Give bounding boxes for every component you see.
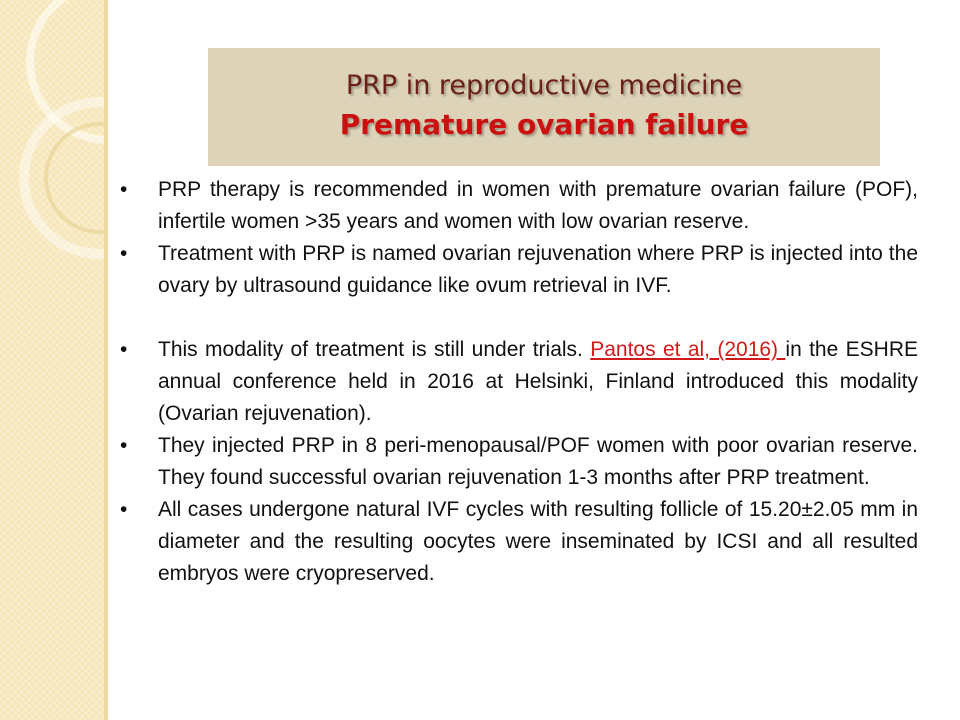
bullet-item [120, 174, 918, 238]
bullet-icon: • [120, 178, 128, 201]
reference-link[interactable]: Pantos et al, (2016) [590, 338, 786, 361]
bullet-item [120, 334, 918, 430]
bullet-item [120, 238, 918, 302]
bullet-item [120, 494, 918, 590]
bullet-text: Treatment with PRP is named ovarian rejuvenation where PRP is injected into the ovary by ultrasound guidance like ovum retrieval in IVF. [158, 242, 918, 297]
slide-title: PRP in reproductive medicine [345, 70, 743, 101]
bullet-icon: • [120, 242, 128, 265]
bullet-text-after-link: in the ESHRE annual conference held in 2016 at Helsinki, Finland introduced this modality (Ovarian rejuvenation). [158, 338, 918, 425]
bullet-icon: • [120, 338, 128, 361]
decorative-side-panel [0, 0, 108, 720]
slide-subtitle: Premature ovarian failure [339, 108, 749, 141]
bullet-item [120, 430, 918, 494]
side-panel-edge [104, 0, 108, 720]
decorative-circles [0, 0, 108, 720]
bullet-text-before-link: This modality of treatment is still under trials. [158, 338, 591, 361]
bullet-text: They injected PRP in 8 peri-menopausal/POF women with poor ovarian reserve. They found successful ovarian rejuvenation 1-3 months after PRP treatment. [158, 434, 918, 489]
bullet-text: All cases undergone natural IVF cycles with resulting follicle of 15.20±2.05 mm in diameter and the resulting oocytes were inseminated by ICSI and all resulted embryos were cryopreserved. [158, 498, 918, 585]
deco-circle-top [30, 0, 108, 140]
bullet-icon: • [120, 434, 128, 457]
bullet-icon: • [120, 498, 128, 521]
bullet-text: PRP therapy is recommended in women with premature ovarian failure (POF), infertile women >35 years and women with low ovarian reserve. [158, 178, 918, 233]
bullet-list [120, 174, 918, 590]
title-box [208, 48, 880, 166]
